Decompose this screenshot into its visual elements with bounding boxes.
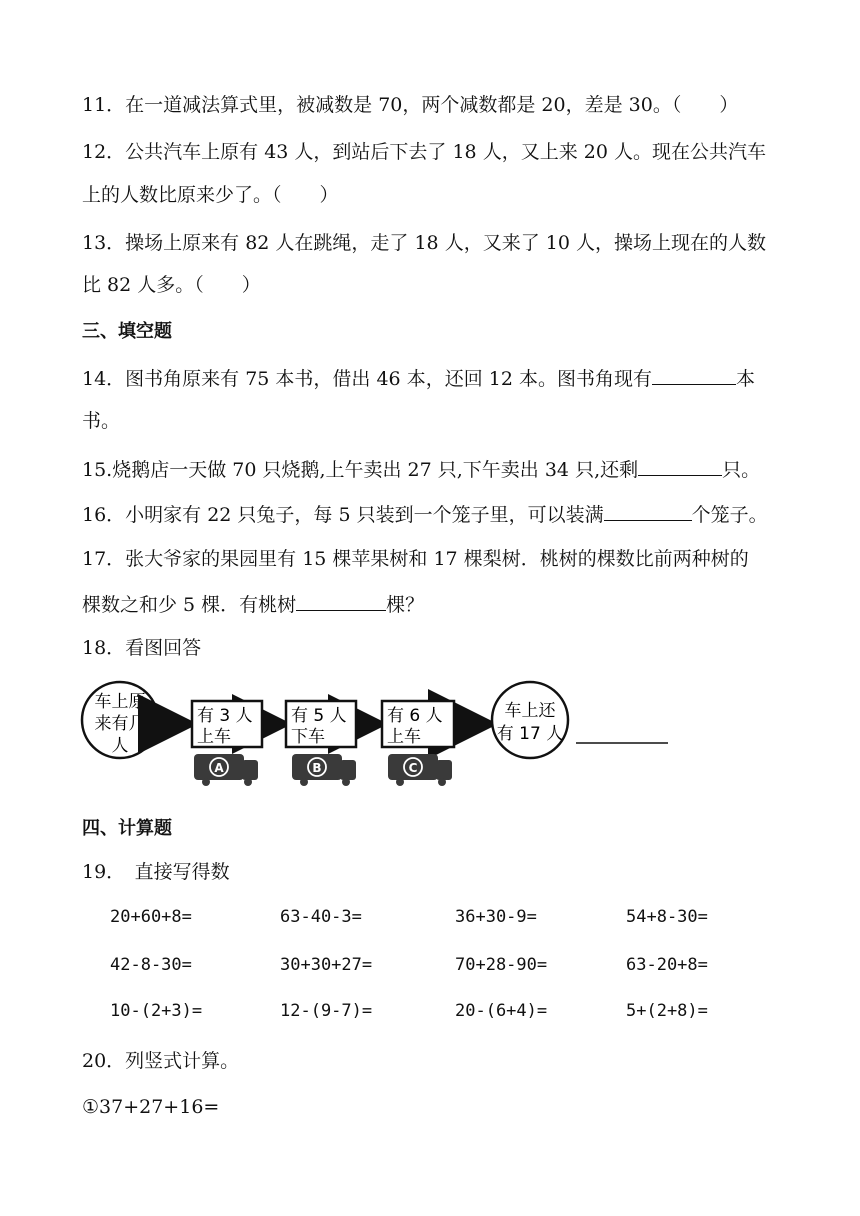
truck-b-icon — [292, 754, 356, 786]
question-12-line2: 上的人数比原来少了。（ ） — [82, 184, 339, 206]
question-14-text: 14．图书角原来有 75 本书，借出 46 本，还回 12 本。图书角现有 — [82, 368, 652, 390]
calc-item: 42-8-30= — [110, 955, 192, 975]
stop-box-b-line1: 有 5 人 — [291, 706, 347, 726]
answer-blank-16[interactable] — [604, 500, 692, 521]
stop-box-a-line1: 有 3 人 — [197, 706, 253, 726]
answer-blank-14[interactable] — [652, 364, 736, 385]
stop-box-b-line2: 下车 — [291, 727, 325, 747]
question-14-line2: 书。 — [82, 410, 121, 432]
section-calc-heading: 四、计算题 — [82, 818, 172, 839]
calc-item: 20-(6+4)= — [455, 1001, 548, 1021]
question-11: 11．在一道减法算式里，被减数是 70，两个减数都是 20，差是 30。（ ） — [82, 94, 739, 116]
start-circle-line2: 来有几 — [94, 714, 146, 734]
question-17-line1: 17．张大爷家的果园里有 15 棵苹果树和 17 棵梨树．桃树的棵数比前两种树的 — [82, 548, 749, 570]
stop-box-c-line2: 上车 — [387, 727, 421, 747]
question-12-line1: 12．公共汽车上原有 43 人，到站后下去了 18 人，又上来 20 人。现在公共汽车 — [82, 141, 766, 163]
stop-box-b — [286, 701, 356, 747]
question-18: 18．看图回答 — [82, 637, 202, 659]
question-15 — [82, 455, 760, 483]
question-17-line2 — [82, 590, 424, 618]
question-16 — [82, 500, 768, 528]
start-circle — [82, 682, 158, 758]
bus-diagram — [76, 676, 776, 796]
question-17-unit: 棵？ — [386, 594, 425, 616]
calc-item: 54+8-30= — [626, 907, 708, 927]
answer-blank-15[interactable] — [638, 455, 722, 476]
calc-item: 36+30-9= — [455, 907, 537, 927]
stop-box-c — [382, 701, 454, 747]
stop-box-c-line1: 有 6 人 — [387, 706, 443, 726]
section-fill-blank-heading: 三、填空题 — [82, 321, 172, 342]
calc-item: 70+28-90= — [455, 955, 548, 975]
calc-item: 12-(9-7)= — [280, 1001, 373, 1021]
question-17-text: 棵数之和少 5 棵．有桃树 — [82, 594, 297, 616]
question-16-text: 16．小明家有 22 只兔子，每 5 只装到一个笼子里，可以装满 — [82, 504, 604, 526]
question-13-line1: 13．操场上原来有 82 人在跳绳，走了 18 人，又来了 10 人，操场上现在的人数 — [82, 232, 766, 254]
calc-item: 63-40-3= — [280, 907, 362, 927]
question-16-unit: 个笼子。 — [691, 504, 768, 526]
question-14-line1 — [82, 364, 755, 392]
truck-c-label: C — [408, 761, 418, 775]
question-20-item-1: ①37+27+16= — [82, 1096, 220, 1118]
end-circle-line1: 车上还 — [504, 701, 556, 721]
calc-item: 63-20+8= — [626, 955, 708, 975]
start-circle-line1: 车上原 — [94, 692, 146, 712]
end-circle — [492, 682, 568, 758]
stop-box-a — [192, 701, 262, 747]
calc-item: 20+60+8= — [110, 907, 192, 927]
question-19: 19． 直接写得数 — [82, 861, 230, 883]
question-20: 20．列竖式计算。 — [82, 1050, 240, 1072]
truck-a-icon — [194, 754, 258, 786]
question-13-line2: 比 82 人多。（ ） — [82, 274, 261, 296]
question-14-unit: 本 — [735, 368, 755, 390]
answer-blank-17[interactable] — [296, 590, 386, 611]
calc-item: 30+30+27= — [280, 955, 373, 975]
start-circle-line3: 人 — [111, 736, 129, 756]
truck-c-icon — [388, 754, 452, 786]
calc-item: 10-(2+3)= — [110, 1001, 203, 1021]
question-15-unit: 只。 — [722, 459, 761, 481]
truck-a-label: A — [214, 761, 224, 775]
truck-b-label: B — [312, 761, 322, 775]
question-15-text: 15.烧鹅店一天做 70 只烧鹅,上午卖出 27 只,下午卖出 34 只,还剩 — [82, 459, 639, 481]
calc-item: 5+(2+8)= — [626, 1001, 708, 1021]
stop-box-a-line2: 上车 — [197, 727, 231, 747]
end-circle-line2: 有 17 人 — [496, 724, 564, 744]
